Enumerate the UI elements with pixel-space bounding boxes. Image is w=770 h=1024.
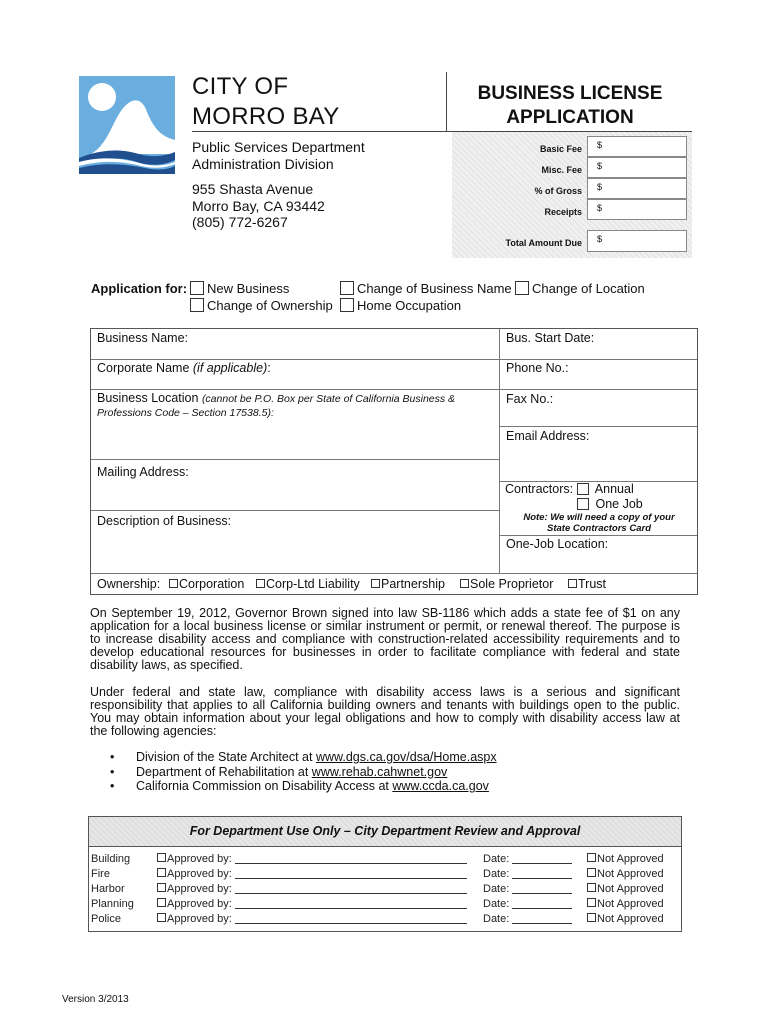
ownership-corporation[interactable] (169, 577, 244, 591)
table-divider (91, 359, 697, 360)
department-row-label (91, 853, 130, 865)
date-line[interactable] (512, 893, 572, 894)
department-line1: Public Services Department (192, 139, 365, 155)
business-location-label: Business Location (97, 391, 199, 405)
home-occupation-label: Home Occupation (357, 298, 462, 313)
checkbox-icon[interactable] (157, 853, 166, 862)
pct-gross-label: % of Gross (534, 186, 582, 196)
contractors-note (503, 512, 695, 534)
agency-item (110, 765, 497, 780)
checkbox-icon[interactable] (515, 281, 529, 295)
checkbox-icon[interactable] (157, 883, 166, 892)
total-amount-label: Total Amount Due (505, 238, 582, 248)
form-title-line1: BUSINESS LICENSE (477, 83, 663, 104)
change-location-option[interactable] (515, 281, 645, 296)
one-job-label: One Job (595, 497, 643, 511)
department-row-label (91, 898, 134, 910)
contractors-note-line2: State Contractors Card (547, 523, 651, 534)
contractors-label: Contractors: (505, 482, 574, 496)
business-location-field[interactable] (97, 391, 455, 419)
approved-by-line[interactable] (235, 863, 467, 864)
not-approved-option[interactable] (587, 868, 664, 880)
checkbox-icon[interactable] (190, 298, 204, 312)
date-line[interactable] (512, 878, 572, 879)
checkbox-icon[interactable] (587, 883, 596, 892)
department-row-label (91, 868, 110, 880)
change-location-label: Change of Location (532, 281, 645, 296)
basic-fee-field[interactable] (587, 136, 687, 157)
agency-link[interactable]: www.rehab.cahwnet.gov (311, 764, 448, 779)
department (192, 139, 365, 173)
misc-fee-field[interactable] (587, 157, 687, 178)
approved-by-field[interactable] (157, 883, 467, 895)
total-amount-field[interactable] (587, 230, 687, 252)
fax-field[interactable] (506, 392, 553, 406)
not-approved-option[interactable] (587, 853, 664, 865)
agency-item (110, 779, 497, 794)
approved-by-field[interactable] (157, 853, 467, 865)
table-divider (499, 426, 697, 427)
one-job-option[interactable] (577, 497, 643, 511)
date-line[interactable] (512, 863, 572, 864)
table-divider (499, 329, 500, 573)
checkbox-icon[interactable] (460, 579, 469, 588)
ownership-corporation-label: Corporation (179, 577, 245, 591)
home-occupation-option[interactable] (340, 298, 461, 313)
new-business-label: New Business (207, 281, 290, 296)
not-approved-option[interactable] (587, 898, 664, 910)
currency-symbol: $ (597, 140, 603, 150)
pct-gross-field[interactable] (587, 178, 687, 199)
city-name-line1: CITY OF (192, 73, 289, 100)
date-field[interactable] (483, 868, 572, 880)
mailing-address-field[interactable] (97, 465, 189, 479)
receipts-label: Receipts (544, 207, 582, 217)
approved-by-label: Approved by: (167, 913, 232, 925)
phone-field[interactable] (506, 361, 569, 375)
checkbox-icon[interactable] (587, 913, 596, 922)
approved-by-label: Approved by: (167, 883, 232, 895)
not-approved-option[interactable] (587, 883, 664, 895)
ownership-corp-ltd[interactable] (256, 577, 360, 591)
checkbox-icon[interactable] (157, 898, 166, 907)
misc-fee-label: Misc. Fee (541, 165, 582, 175)
description-field[interactable] (97, 514, 231, 528)
address-line3: (805) 772-6267 (192, 214, 288, 230)
department-row-label (91, 883, 125, 895)
corporate-name-field[interactable] (97, 361, 271, 375)
ownership-trust[interactable] (568, 577, 606, 591)
checkbox-icon[interactable] (568, 579, 577, 588)
table-divider (91, 459, 499, 460)
description-label: Description of Business: (97, 514, 232, 528)
email-label: Email Address: (506, 429, 590, 443)
form-title-line2: APPLICATION (506, 107, 634, 128)
checkbox-icon[interactable] (340, 298, 354, 312)
address (192, 181, 325, 231)
agency-text: Division of the State Architect at (136, 750, 316, 764)
phone-label: Phone No.: (506, 361, 569, 375)
date-line[interactable] (512, 923, 572, 924)
location-note-line2: Professions Code – Section 17538.5): (97, 407, 274, 419)
table-divider (499, 535, 697, 536)
ownership-sole-label: Sole Proprietor (470, 577, 554, 591)
city-name (192, 72, 340, 132)
approved-by-line[interactable] (235, 878, 467, 879)
agency-link[interactable]: www.dgs.ca.gov/dsa/Home.aspx (315, 750, 497, 764)
change-ownership-option[interactable] (190, 298, 333, 313)
checkbox-icon[interactable] (340, 281, 354, 295)
checkbox-icon[interactable] (587, 853, 596, 862)
date-field[interactable] (483, 913, 572, 925)
checkbox-icon[interactable] (169, 579, 178, 588)
date-field[interactable] (483, 898, 572, 910)
checkbox-icon[interactable] (371, 579, 380, 588)
department-name: Building (91, 853, 131, 865)
corporate-name-note: (if applicable) (192, 361, 268, 375)
approved-by-label: Approved by: (167, 853, 232, 865)
sb1186-paragraph: On September 19, 2012, Governor Brown signed into law SB-1186 which adds a state fee of $1 on any application for a local business license or similar instrument or permit, or renewal thereof. The purpose is to increase disability access and compliance with construction-related accessibility requirements and to develop educational resources for businesses in order to facilitate compliance with federal and state disability laws, as specified. (90, 606, 680, 672)
form-title (452, 82, 688, 130)
corporate-name-label: Corporate Name (97, 361, 190, 375)
address-line1: 955 Shasta Avenue (192, 181, 314, 197)
disability-paragraph: Under federal and state law, compliance with disability access laws is a serious and significant responsibility that applies to all California building owners and tenants with buildings open to the public. You may obtain information about your legal obligations and how to comply with disability access law at the following agencies: (90, 685, 680, 738)
approved-by-field[interactable] (157, 898, 467, 910)
not-approved-option[interactable] (587, 913, 664, 925)
ownership-corp-ltd-label: Corp-Ltd Liability (266, 577, 360, 591)
not-approved-label: Not Approved (597, 883, 664, 895)
agency-link[interactable]: www.ccda.ca.gov (392, 779, 489, 793)
ownership-label: Ownership: (97, 577, 161, 591)
not-approved-label: Not Approved (597, 898, 664, 910)
approved-by-line[interactable] (235, 923, 467, 924)
fax-label: Fax No.: (506, 392, 554, 406)
currency-symbol: $ (597, 182, 603, 192)
approved-by-label: Approved by: (167, 868, 232, 880)
approved-by-label: Approved by: (167, 898, 232, 910)
date-label: Date: (483, 853, 510, 865)
city-name-line2: MORRO BAY (192, 103, 340, 130)
department-line2: Administration Division (192, 156, 334, 172)
approved-by-field[interactable] (157, 913, 467, 925)
one-job-location-label: One-Job Location: (506, 537, 609, 551)
date-label: Date: (483, 883, 510, 895)
checkbox-icon[interactable] (190, 281, 204, 295)
checkbox-icon[interactable] (577, 483, 589, 495)
one-job-location-field[interactable] (506, 537, 608, 551)
checkbox-icon[interactable] (157, 913, 166, 922)
ownership-partnership[interactable] (371, 577, 445, 591)
date-line[interactable] (512, 908, 572, 909)
change-name-label: Change of Business Name (357, 281, 512, 296)
receipts-field[interactable] (587, 199, 687, 220)
checkbox-icon[interactable] (577, 498, 589, 510)
header-divider-vertical (446, 72, 447, 132)
currency-symbol: $ (597, 203, 603, 213)
start-date-label: Bus. Start Date: (506, 331, 595, 345)
business-name-label: Business Name: (97, 331, 189, 345)
contractors-note-line1: Note: We will need a copy of your (523, 512, 675, 523)
department-review-heading: For Department Use Only – City Department Review and Approval (89, 817, 681, 847)
date-label: Date: (483, 868, 510, 880)
department-name: Fire (91, 868, 110, 880)
department-row-label (91, 913, 121, 925)
basic-fee-label: Basic Fee (539, 144, 582, 154)
currency-symbol: $ (597, 234, 603, 244)
agency-text: California Commission on Disability Access at (136, 779, 393, 793)
email-field[interactable] (506, 429, 589, 443)
start-date-field[interactable] (506, 331, 594, 345)
change-name-option[interactable] (340, 281, 512, 296)
new-business-option[interactable] (190, 281, 289, 296)
checkbox-icon[interactable] (587, 868, 596, 877)
corporate-name-colon: : (267, 361, 271, 375)
not-approved-label: Not Approved (597, 853, 664, 865)
date-label: Date: (483, 913, 510, 925)
annual-option[interactable] (577, 482, 634, 496)
business-name-field[interactable] (97, 331, 188, 345)
ownership-partnership-label: Partnership (381, 577, 445, 591)
annual-label: Annual (594, 482, 634, 496)
city-logo (79, 76, 175, 174)
application-for-label: Application for: (91, 281, 188, 296)
agency-text: Department of Rehabilitation at (136, 764, 312, 779)
table-divider (91, 510, 499, 511)
department-name: Planning (91, 898, 134, 910)
ownership-trust-label: Trust (578, 577, 607, 591)
change-ownership-label: Change of Ownership (207, 298, 333, 313)
table-divider (91, 573, 697, 574)
address-line2: Morro Bay, CA 93442 (192, 197, 325, 214)
location-note-line1: (cannot be P.O. Box per State of California Business & (201, 393, 456, 405)
department-name: Police (91, 913, 121, 925)
approved-by-line[interactable] (235, 893, 467, 894)
not-approved-label: Not Approved (597, 913, 664, 925)
department-name: Harbor (91, 883, 125, 895)
ownership-sole[interactable] (460, 577, 553, 591)
approved-by-line[interactable] (235, 908, 467, 909)
checkbox-icon[interactable] (256, 579, 265, 588)
table-divider (91, 389, 697, 390)
approved-by-field[interactable] (157, 868, 467, 880)
date-label: Date: (483, 898, 510, 910)
date-field[interactable] (483, 883, 572, 895)
checkbox-icon[interactable] (587, 898, 596, 907)
date-field[interactable] (483, 853, 572, 865)
checkbox-icon[interactable] (157, 868, 166, 877)
mailing-address-label: Mailing Address: (97, 465, 189, 479)
currency-symbol: $ (597, 161, 603, 171)
agency-item (110, 750, 497, 765)
version-label: Version 3/2013 (62, 994, 129, 1005)
agency-list (110, 750, 497, 794)
not-approved-label: Not Approved (597, 868, 664, 880)
